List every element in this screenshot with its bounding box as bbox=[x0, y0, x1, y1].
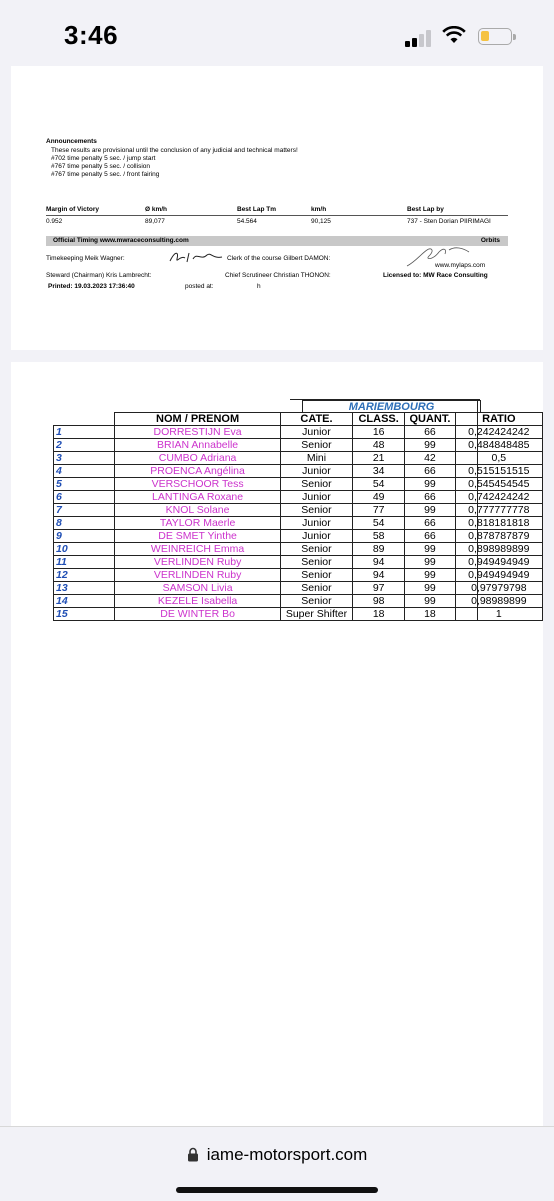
row-ratio: 1 bbox=[455, 608, 542, 621]
header-blank bbox=[54, 413, 115, 426]
row-quantity: 66 bbox=[405, 491, 455, 504]
row-name: VERLINDEN Ruby bbox=[115, 556, 281, 569]
table-row bbox=[54, 517, 543, 530]
announcement-line: These results are provisional until the conclusion of any judicial and technical matters! bbox=[51, 147, 298, 154]
row-name: KEZELE Isabella bbox=[115, 595, 281, 608]
row-position: 1 bbox=[54, 426, 115, 439]
row-class: 98 bbox=[353, 595, 405, 608]
row-position: 12 bbox=[54, 569, 115, 582]
row-quantity: 99 bbox=[405, 504, 455, 517]
row-quantity: 66 bbox=[405, 426, 455, 439]
row-ratio: 0,484848485 bbox=[455, 439, 542, 452]
row-position: 4 bbox=[54, 465, 115, 478]
printed-label: Printed: 19.03.2023 17:36:40 bbox=[48, 283, 135, 290]
row-name: SAMSON Livia bbox=[115, 582, 281, 595]
row-category: Junior bbox=[280, 530, 352, 543]
row-quantity: 99 bbox=[405, 582, 455, 595]
status-time: 3:46 bbox=[64, 20, 119, 50]
row-position: 8 bbox=[54, 517, 115, 530]
official-timing: Official Timing www.mwraceconsulting.com bbox=[53, 237, 189, 244]
row-ratio: 0,97979798 bbox=[455, 582, 542, 595]
stat-value: 54.564 bbox=[237, 218, 257, 225]
header-ratio: RATIO bbox=[455, 413, 542, 426]
row-category: Junior bbox=[280, 465, 352, 478]
row-category: Senior bbox=[280, 504, 352, 517]
row-category: Senior bbox=[280, 582, 352, 595]
row-class: 16 bbox=[353, 426, 405, 439]
clerk-label: Clerk of the course Gilbert DAMON: bbox=[227, 255, 331, 262]
row-category: Junior bbox=[280, 517, 352, 530]
stat-header: Best Lap by bbox=[407, 206, 444, 213]
row-ratio: 0,98989899 bbox=[455, 595, 542, 608]
stat-header: Best Lap Tm bbox=[237, 206, 277, 213]
stat-header: Margin of Victory bbox=[46, 206, 99, 213]
row-ratio: 0,949494949 bbox=[455, 569, 542, 582]
row-category: Junior bbox=[280, 491, 352, 504]
table-row bbox=[54, 569, 543, 582]
row-class: 58 bbox=[353, 530, 405, 543]
licensed-label: Licensed to: MW Race Consulting bbox=[383, 272, 488, 279]
table-row bbox=[54, 608, 543, 621]
row-category: Senior bbox=[280, 595, 352, 608]
header-quantity: QUANT. bbox=[405, 413, 455, 426]
row-name: BRIAN Annabelle bbox=[115, 439, 281, 452]
row-name: DE SMET Yinthe bbox=[115, 530, 281, 543]
table-row bbox=[54, 595, 543, 608]
announcement-line: #767 time penalty 5 sec. / collision bbox=[51, 163, 150, 170]
lock-icon bbox=[187, 1147, 199, 1162]
results-table bbox=[53, 412, 543, 621]
stat-header: Ø km/h bbox=[145, 206, 168, 213]
table-row bbox=[54, 426, 543, 439]
row-class: 97 bbox=[353, 582, 405, 595]
document-page-2 bbox=[11, 362, 543, 1126]
row-class: 21 bbox=[353, 452, 405, 465]
row-name: VERLINDEN Ruby bbox=[115, 569, 281, 582]
row-name: VERSCHOOR Tess bbox=[115, 478, 281, 491]
row-position: 10 bbox=[54, 543, 115, 556]
row-ratio: 0,777777778 bbox=[455, 504, 542, 517]
table-row bbox=[54, 465, 543, 478]
orbits-label: Orbits bbox=[480, 237, 500, 244]
row-name: DORRESTIJN Eva bbox=[115, 426, 281, 439]
row-position: 7 bbox=[54, 504, 115, 517]
row-quantity: 18 bbox=[405, 608, 455, 621]
row-ratio: 0,742424242 bbox=[455, 491, 542, 504]
row-quantity: 99 bbox=[405, 478, 455, 491]
address-bar[interactable] bbox=[0, 1145, 554, 1165]
stat-value: 0.952 bbox=[46, 218, 63, 225]
row-quantity: 42 bbox=[405, 452, 455, 465]
row-quantity: 66 bbox=[405, 465, 455, 478]
row-category: Super Shifter bbox=[280, 608, 352, 621]
row-quantity: 66 bbox=[405, 530, 455, 543]
table-row bbox=[54, 491, 543, 504]
row-ratio: 0,5 bbox=[455, 452, 542, 465]
row-quantity: 99 bbox=[405, 556, 455, 569]
row-ratio: 0,878787879 bbox=[455, 530, 542, 543]
row-class: 18 bbox=[353, 608, 405, 621]
wifi-icon bbox=[442, 26, 466, 44]
row-position: 6 bbox=[54, 491, 115, 504]
row-category: Senior bbox=[280, 439, 352, 452]
row-category: Senior bbox=[280, 556, 352, 569]
url-text: iame-motorsport.com bbox=[206, 1145, 368, 1164]
table-row bbox=[54, 439, 543, 452]
status-bar bbox=[0, 0, 554, 66]
mylaps-label: www.mylaps.com bbox=[435, 262, 486, 269]
row-class: 54 bbox=[353, 478, 405, 491]
table-row bbox=[54, 543, 543, 556]
announcements-title: Announcements bbox=[46, 138, 97, 145]
row-category: Senior bbox=[280, 569, 352, 582]
row-position: 13 bbox=[54, 582, 115, 595]
announcement-line: #767 time penalty 5 sec. / front fairing bbox=[51, 171, 160, 178]
table-row bbox=[54, 530, 543, 543]
table-row bbox=[54, 504, 543, 517]
cellular-signal-icon bbox=[405, 29, 433, 47]
row-category: Senior bbox=[280, 478, 352, 491]
row-name: KNOL Solane bbox=[115, 504, 281, 517]
row-position: 11 bbox=[54, 556, 115, 569]
stat-value: 89,077 bbox=[145, 218, 165, 225]
header-name: NOM / PRENOM bbox=[115, 413, 281, 426]
row-name: LANTINGA Roxane bbox=[115, 491, 281, 504]
table-row bbox=[54, 556, 543, 569]
row-ratio: 0,515151515 bbox=[455, 465, 542, 478]
row-ratio: 0,949494949 bbox=[455, 556, 542, 569]
row-ratio: 0,898989899 bbox=[455, 543, 542, 556]
divider bbox=[46, 215, 508, 216]
stat-value: 737 - Sten Dorian PIIRIMAGI bbox=[407, 218, 491, 225]
row-class: 94 bbox=[353, 569, 405, 582]
row-class: 89 bbox=[353, 543, 405, 556]
scrutineer-label: Chief Scrutineer Christian THONON: bbox=[225, 272, 331, 279]
row-class: 48 bbox=[353, 439, 405, 452]
row-name: CUMBO Adriana bbox=[115, 452, 281, 465]
section-title: MARIEMBOURG bbox=[302, 400, 481, 413]
stat-value: 90,125 bbox=[311, 218, 331, 225]
header-category: CATE. bbox=[280, 413, 352, 426]
row-quantity: 99 bbox=[405, 595, 455, 608]
header-class: CLASS. bbox=[353, 413, 405, 426]
announcement-line: #702 time penalty 5 sec. / jump start bbox=[51, 155, 156, 162]
row-category: Mini bbox=[280, 452, 352, 465]
row-class: 49 bbox=[353, 491, 405, 504]
row-name: WEINREICH Emma bbox=[115, 543, 281, 556]
row-ratio: 0,818181818 bbox=[455, 517, 542, 530]
row-quantity: 99 bbox=[405, 543, 455, 556]
document-page-1 bbox=[11, 66, 543, 350]
posted-label: posted at: bbox=[185, 283, 214, 290]
row-class: 34 bbox=[353, 465, 405, 478]
table-header-row bbox=[54, 413, 543, 426]
timekeeping-label: Timekeeping Meik Wagner: bbox=[46, 255, 125, 262]
row-position: 5 bbox=[54, 478, 115, 491]
row-position: 14 bbox=[54, 595, 115, 608]
row-name: DE WINTER Bo bbox=[115, 608, 281, 621]
row-ratio: 0,545454545 bbox=[455, 478, 542, 491]
row-quantity: 99 bbox=[405, 439, 455, 452]
row-class: 94 bbox=[353, 556, 405, 569]
row-position: 3 bbox=[54, 452, 115, 465]
home-indicator[interactable] bbox=[176, 1187, 378, 1193]
row-position: 2 bbox=[54, 439, 115, 452]
row-class: 54 bbox=[353, 517, 405, 530]
row-quantity: 99 bbox=[405, 569, 455, 582]
steward-label: Steward (Chairman) Kris Lambrecht: bbox=[46, 272, 152, 279]
row-category: Junior bbox=[280, 426, 352, 439]
table-row bbox=[54, 582, 543, 595]
row-ratio: 0,242424242 bbox=[455, 426, 542, 439]
signature-timekeeper bbox=[167, 249, 225, 265]
row-position: 9 bbox=[54, 530, 115, 543]
table-row bbox=[54, 452, 543, 465]
row-name: TAYLOR Maerle bbox=[115, 517, 281, 530]
stat-header: km/h bbox=[311, 206, 327, 213]
table-row bbox=[54, 478, 543, 491]
battery-icon bbox=[478, 28, 512, 45]
row-name: PROENCA Angélina bbox=[115, 465, 281, 478]
row-class: 77 bbox=[353, 504, 405, 517]
row-category: Senior bbox=[280, 543, 352, 556]
row-quantity: 66 bbox=[405, 517, 455, 530]
row-position: 15 bbox=[54, 608, 115, 621]
posted-hour: h bbox=[257, 283, 261, 290]
